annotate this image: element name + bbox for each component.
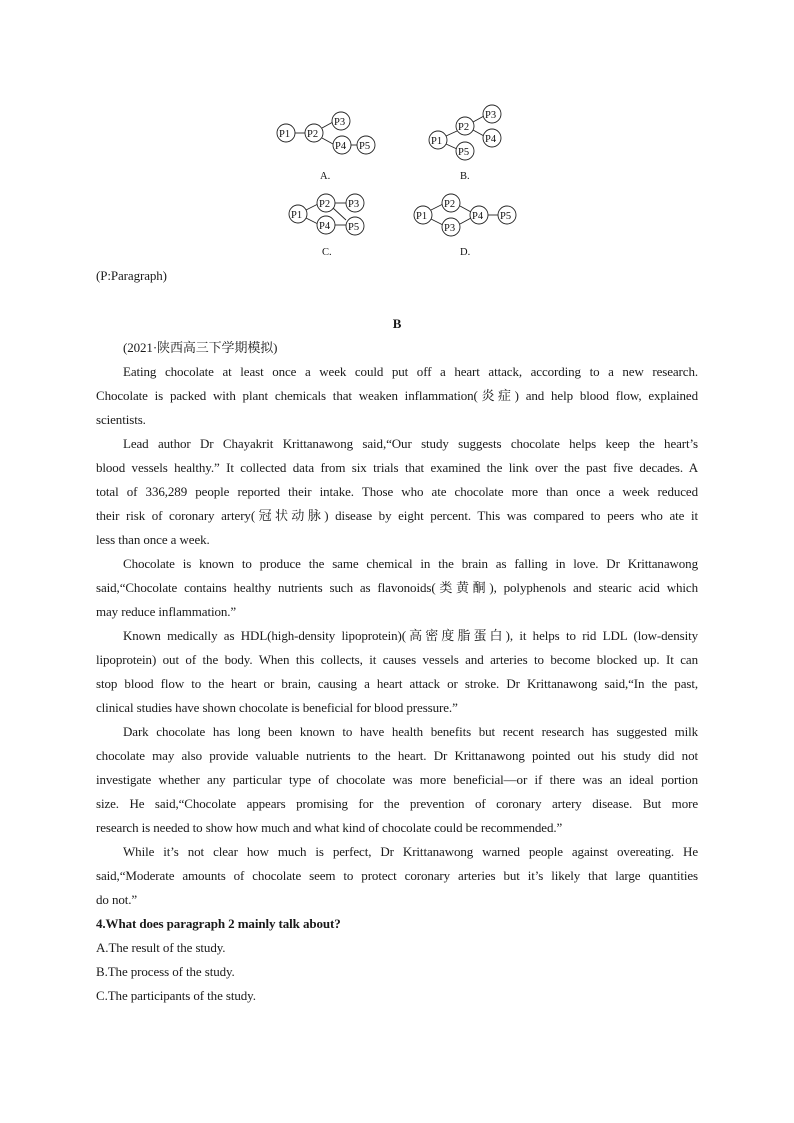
node-label: P5 bbox=[348, 222, 360, 233]
node-label: P4 bbox=[335, 141, 347, 152]
node-label: P5 bbox=[359, 141, 371, 152]
text-line: clinical studies have shown chocolate is beneficial for blood pressure.” bbox=[96, 700, 458, 715]
text-line: Known medically as HDL(high-density lipoprotein)(高密度脂蛋白), it helps to rid LDL (low-density bbox=[123, 628, 698, 643]
node-label: P2 bbox=[458, 122, 470, 133]
diagram-d bbox=[414, 194, 516, 258]
option-label: C. bbox=[322, 247, 332, 258]
node-label: P3 bbox=[348, 199, 360, 210]
text-line: Lead author Dr Chayakrit Krittanawong said,“Our study suggests chocolate helps keep the heart’s bbox=[123, 436, 698, 451]
text-line: said,“Chocolate contains healthy nutrients such as flavonoids(类黄酮), polyphenols and stearic acid which bbox=[96, 580, 698, 595]
option-a[interactable]: A.The result of the study. bbox=[96, 940, 226, 955]
diagram-b bbox=[429, 105, 501, 182]
node-label: P2 bbox=[307, 129, 319, 140]
node-label: P2 bbox=[319, 199, 331, 210]
question: 4.What does paragraph 2 mainly talk about? bbox=[96, 916, 341, 931]
node-label: P1 bbox=[291, 210, 303, 221]
text-line: research is needed to show how much and what kind of chocolate could be recommended.” bbox=[96, 820, 563, 835]
text-line: Chocolate is packed with plant chemicals that weaken inflammation(炎症) and help blood flow, explained bbox=[96, 388, 698, 403]
text-line: their risk of coronary artery(冠状动脉) disease by eight percent. This was compared to peers who ate it bbox=[96, 508, 698, 523]
text-line: chocolate may also provide valuable nutrients to the heart. Dr Krittanawong pointed out his study did not bbox=[96, 748, 698, 763]
text-line: investigate whether any particular type of chocolate was more beneficial—or if there was an ideal portion bbox=[96, 772, 698, 787]
text-line: While it’s not clear how much is perfect, Dr Krittanawong warned people against overeating. He bbox=[123, 844, 698, 859]
option-label: B. bbox=[460, 171, 470, 182]
text-line: total of 336,289 people reported their intake. Those who ate chocolate more than once a week reduced bbox=[96, 484, 698, 499]
text-line: less than once a week. bbox=[96, 532, 210, 547]
text-line: scientists. bbox=[96, 412, 146, 427]
text-line: blood vessels healthy.” It collected data from six trials that examined the link over the past five decades. A bbox=[96, 460, 698, 475]
node-label: P5 bbox=[458, 147, 470, 158]
text-line: do not.” bbox=[96, 892, 138, 907]
text-line: lipoprotein) out of the body. When this collects, it causes vessels and arteries to become blocked up. It can bbox=[96, 652, 698, 667]
text-line: may reduce inflammation.” bbox=[96, 604, 237, 619]
node-label: P1 bbox=[416, 211, 428, 222]
text-line: Eating chocolate at least once a week could put off a heart attack, according to a new research. bbox=[123, 364, 698, 379]
node-label: P4 bbox=[472, 211, 484, 222]
node-label: P2 bbox=[444, 199, 456, 210]
option-b[interactable]: B.The process of the study. bbox=[96, 964, 235, 979]
text-line: stop blood flow to the heart or brain, causing a heart attack or stroke. Dr Krittanawong said,“In the past, bbox=[96, 676, 698, 691]
text-line: said,“Moderate amounts of chocolate seem to protect coronary arteries but it’s likely that large quantities bbox=[96, 868, 698, 883]
source-line: (2021·陕西高三下学期模拟) bbox=[123, 340, 278, 355]
node-label: P4 bbox=[319, 221, 331, 232]
text-line: Dark chocolate has long been known to have health benefits but recent research has suggested milk bbox=[123, 724, 698, 739]
paragraph-note: (P:Paragraph) bbox=[96, 268, 167, 283]
paragraph-structure-diagrams bbox=[260, 100, 540, 260]
node-label: P5 bbox=[500, 211, 512, 222]
diagram-c bbox=[289, 194, 364, 258]
option-c[interactable]: C.The participants of the study. bbox=[96, 988, 256, 1003]
section-title: B bbox=[392, 316, 402, 331]
node-label: P1 bbox=[279, 129, 291, 140]
text-line: Chocolate is known to produce the same chemical in the brain as falling in love. Dr Krittanawong bbox=[123, 556, 698, 571]
node-label: P3 bbox=[444, 223, 456, 234]
node-label: P3 bbox=[485, 110, 497, 121]
text-line: size. He said,“Chocolate appears promising for the prevention of coronary artery disease. But more bbox=[96, 796, 698, 811]
option-label: D. bbox=[460, 247, 471, 258]
node-label: P4 bbox=[485, 134, 497, 145]
diagram-a bbox=[277, 112, 375, 182]
node-label: P3 bbox=[334, 117, 346, 128]
node-label: P1 bbox=[431, 136, 443, 147]
option-label: A. bbox=[320, 171, 331, 182]
